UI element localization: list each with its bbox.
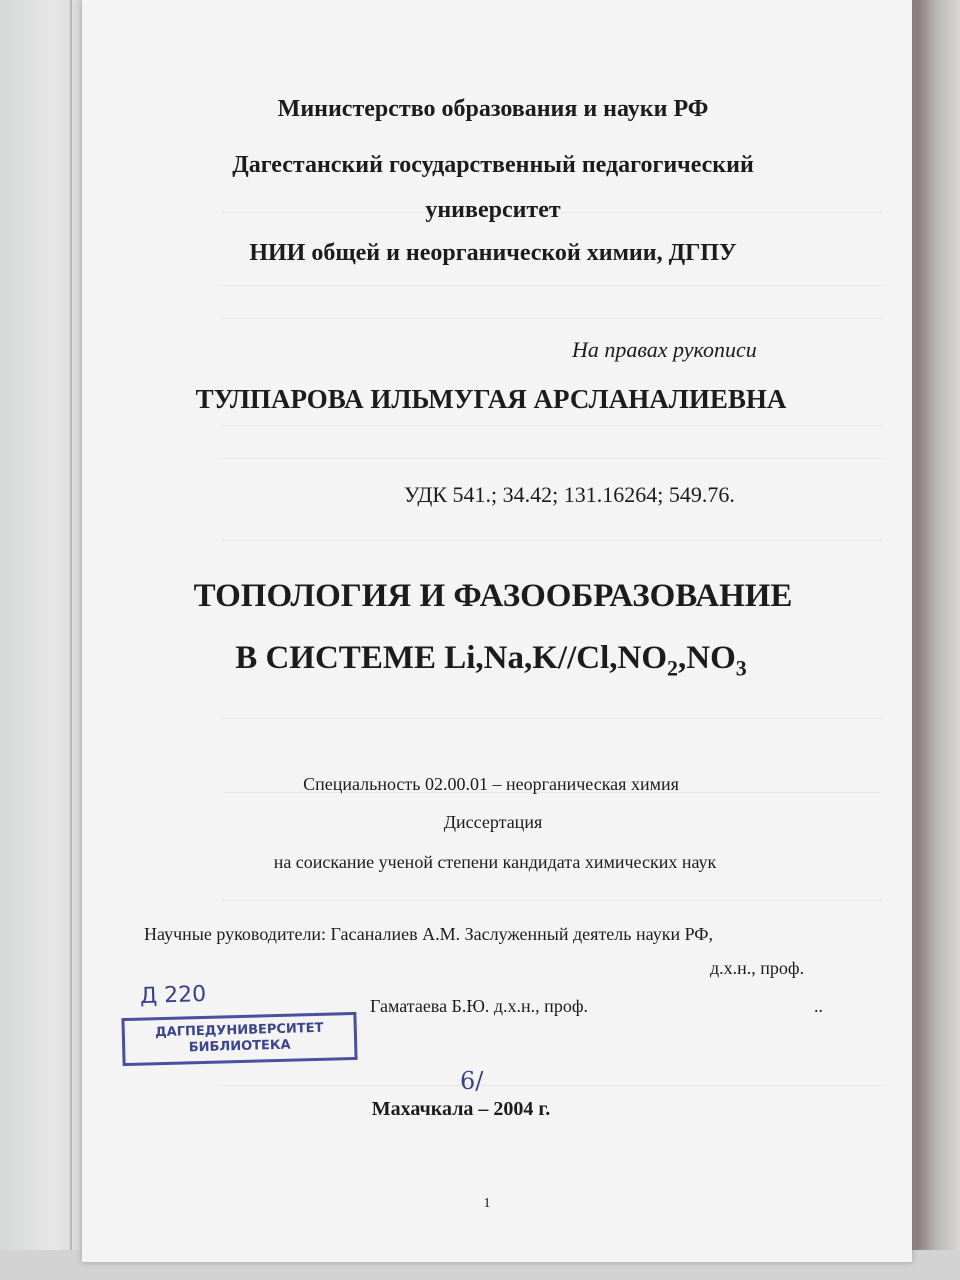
- dissertation-title-line-2: [82, 640, 906, 682]
- ghost-line: [222, 718, 882, 719]
- udk-code: УДК 541.; 34.42; 131.16264; 549.76.: [404, 482, 735, 507]
- page-number: 1: [483, 1196, 491, 1211]
- specialty: Специальность 02.00.01 – неорганическая химия: [303, 774, 679, 794]
- handwritten-code: Д 220: [139, 981, 207, 1010]
- supervisors-line-2: д.х.н., проф.: [710, 958, 805, 978]
- document-type: Диссертация: [443, 812, 543, 832]
- ghost-line: [222, 425, 882, 426]
- institute-line: НИИ общей и неорганической химии, ДГПУ: [249, 240, 737, 266]
- title-formula-part: ,NO: [678, 640, 736, 676]
- supervisors-trailing: ..: [814, 996, 823, 1016]
- document-page: [82, 0, 912, 1262]
- university-line-2: университет: [425, 197, 561, 223]
- supervisors-line-1: Научные руководители: Гасаналиев А.М. Заслуженный деятель науки РФ,: [144, 924, 713, 944]
- title-subscript-2: 2: [667, 655, 679, 681]
- ghost-line: [222, 1085, 882, 1086]
- library-stamp: [121, 1012, 357, 1066]
- title-subscript-3: 3: [735, 655, 747, 681]
- ministry-line: Министерство образования и науки РФ: [277, 96, 709, 122]
- city-year: Махачкала – 2004 г.: [371, 1098, 551, 1120]
- author-name: ТУЛПАРОВА ИЛЬМУГАЯ АРСЛАНАЛИЕВНА: [195, 384, 787, 414]
- manuscript-note: На правах рукописи: [572, 337, 757, 362]
- ghost-line: [222, 318, 882, 319]
- ghost-line: [222, 540, 882, 541]
- supervisors-line-3: Гаматаева Б.Ю. д.х.н., проф.: [370, 996, 588, 1016]
- title-system-formula: В СИСТЕМЕ Li,Na,K//Cl,NO: [235, 640, 668, 676]
- ghost-line: [222, 285, 882, 286]
- ghost-line: [222, 900, 882, 901]
- stamp-line-1: ДАГПЕДУНИВЕРСИТЕТ: [154, 1020, 324, 1041]
- degree-line: на соискание ученой степени кандидата химических наук: [273, 852, 717, 872]
- handwritten-mark: 6/: [460, 1067, 484, 1095]
- dissertation-title-line-1: ТОПОЛОГИЯ И ФАЗООБРАЗОВАНИЕ: [193, 578, 793, 614]
- book-left-edge: [0, 0, 92, 1280]
- ghost-line: [222, 458, 882, 459]
- stamp-line-2: БИБЛИОТЕКА: [188, 1037, 291, 1056]
- university-line: Дагестанский государственный педагогический: [232, 152, 754, 178]
